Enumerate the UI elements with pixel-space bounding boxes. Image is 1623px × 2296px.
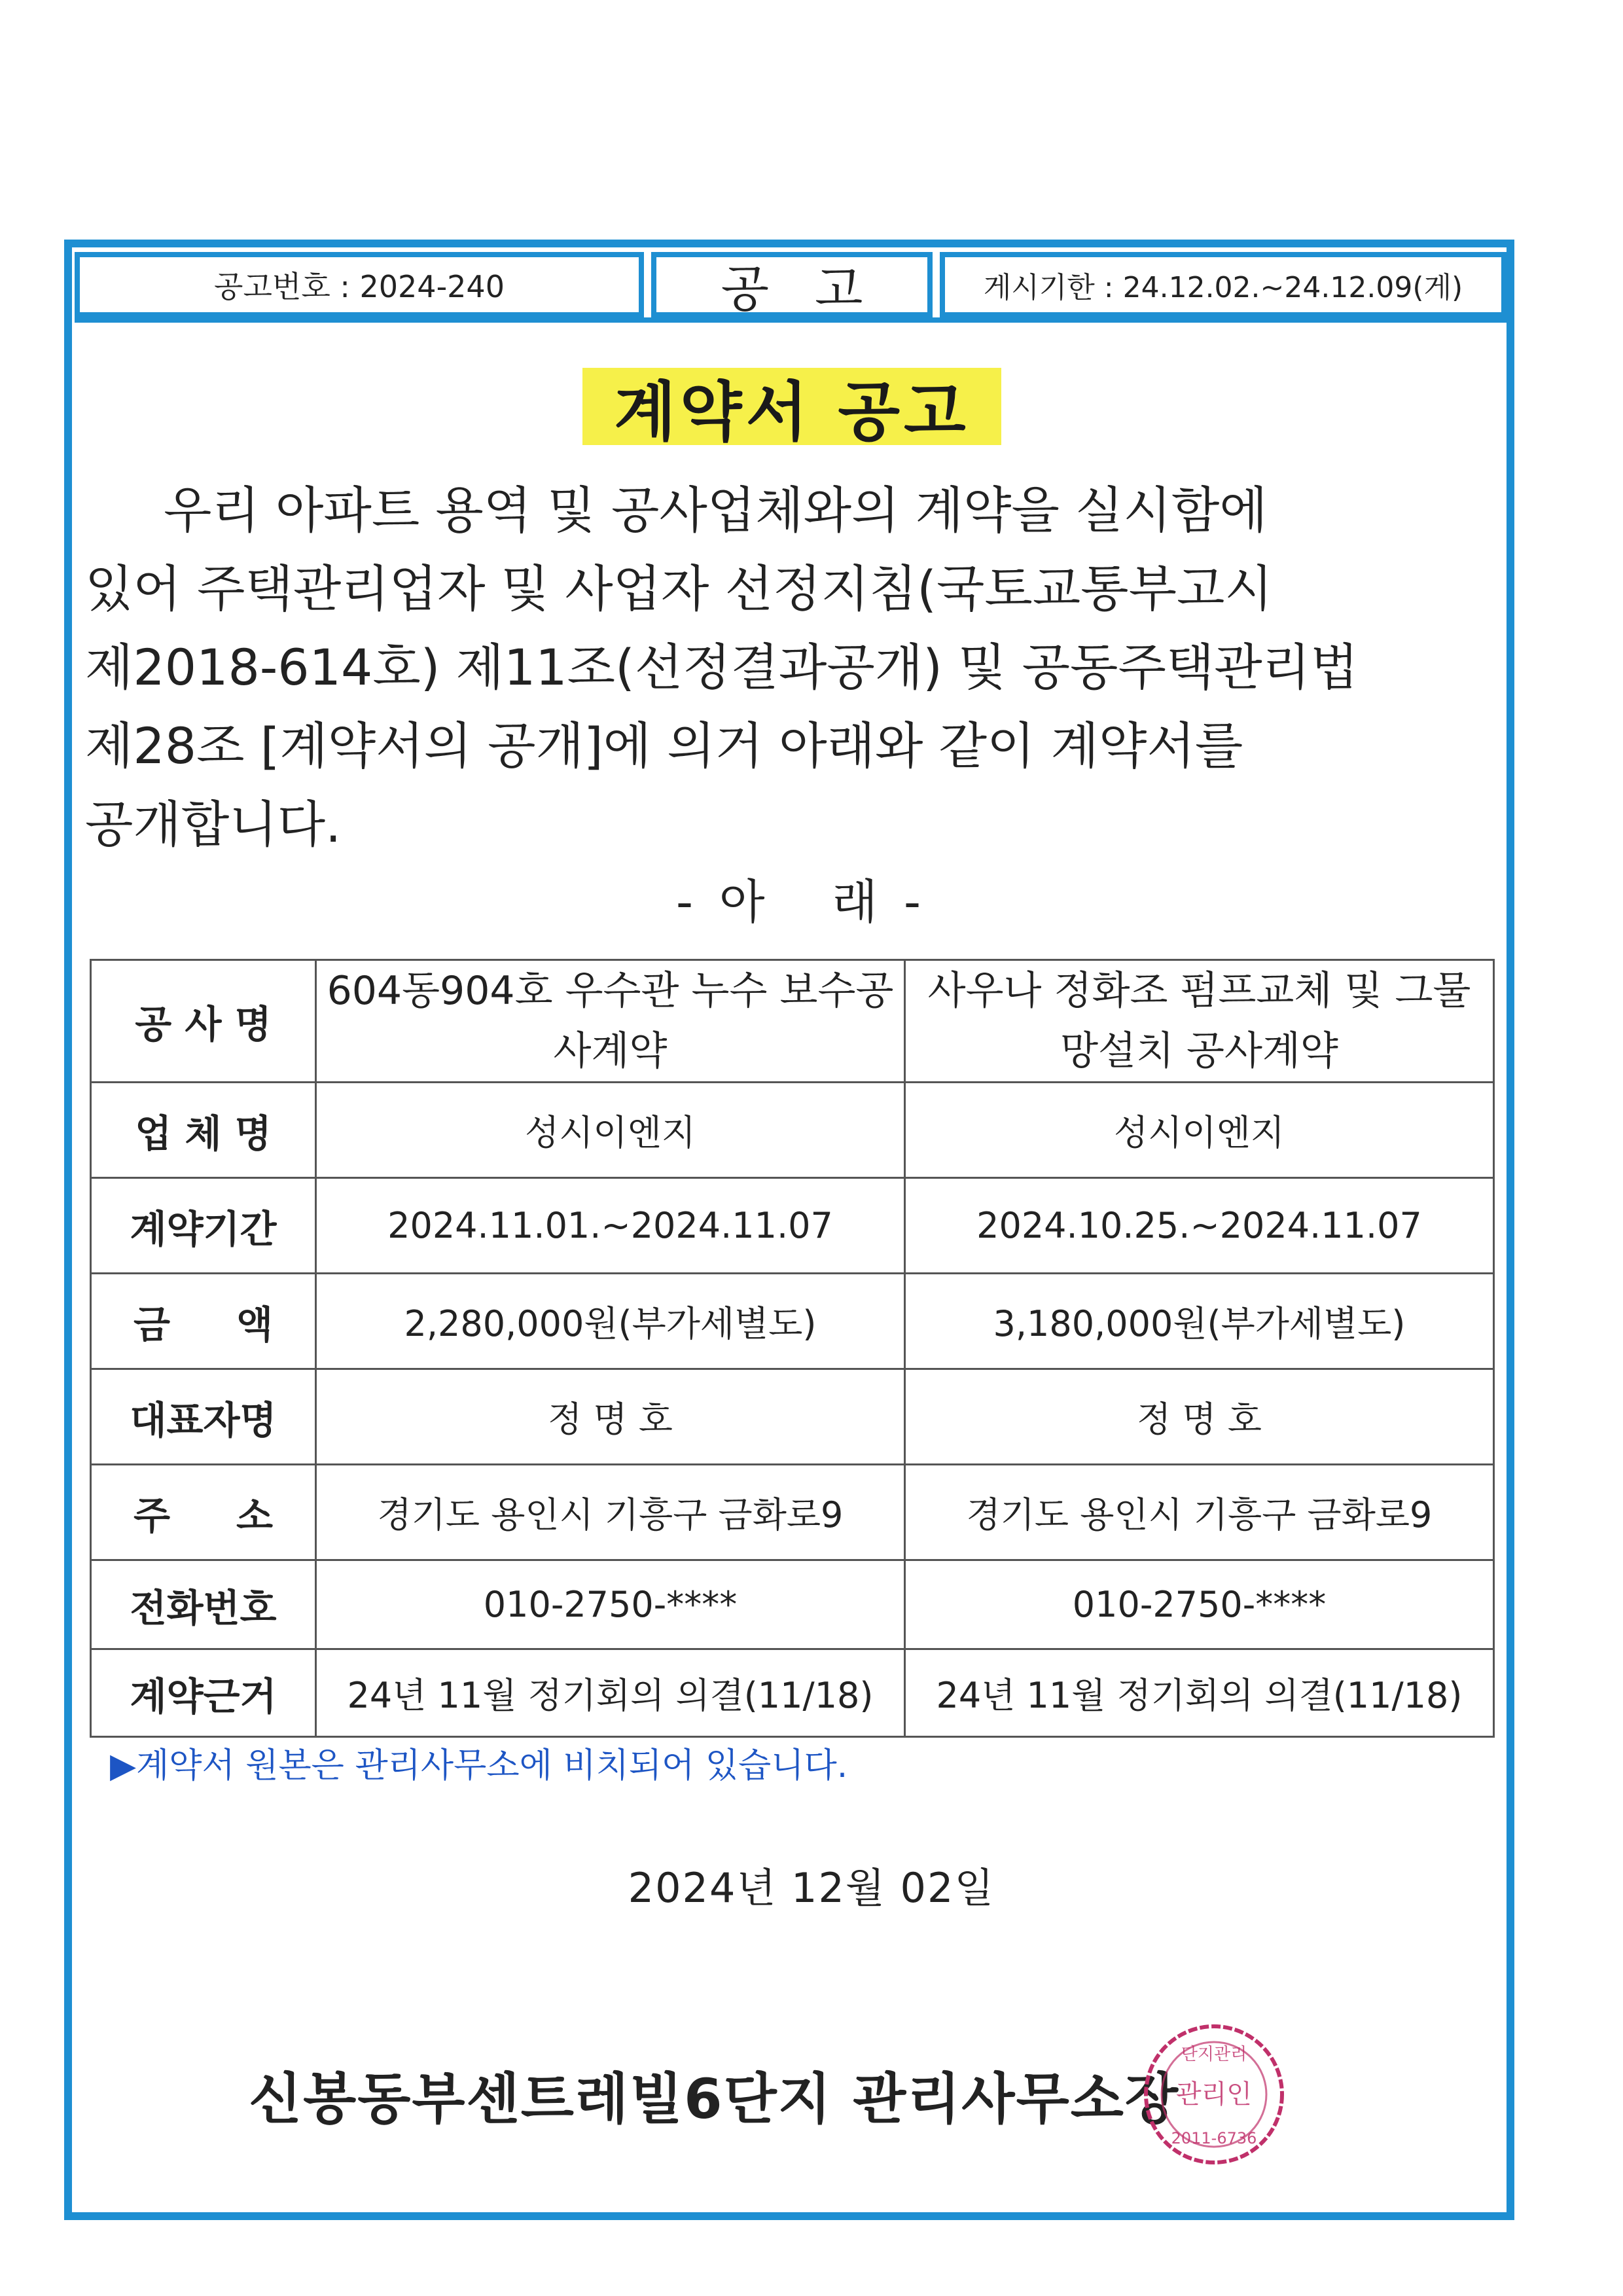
table-row — [91, 1560, 1494, 1649]
seal-text-center: 관리인 — [1176, 2079, 1252, 2109]
contract-2-address: 경기도 용인시 기흥구 금화로9 — [905, 1465, 1494, 1560]
contract-2-name: 사우나 정화조 펌프교체 및 그물망설치 공사계약 — [905, 960, 1494, 1083]
below-heading: -아 래- — [676, 874, 947, 929]
row-label: 금 액 — [91, 1274, 316, 1369]
table-row — [91, 1649, 1494, 1737]
contract-2-amount: 3,180,000원(부가세별도) — [905, 1274, 1494, 1369]
notice-number: 공고번호 : 2024-240 — [75, 252, 644, 317]
row-label: 계약근거 — [91, 1649, 316, 1737]
contract-1-address: 경기도 용인시 기흥구 금화로9 — [316, 1465, 905, 1560]
contract-1-basis: 24년 11월 정기회의 의결(11/18) — [316, 1649, 905, 1737]
notice-label: 공고 — [651, 252, 933, 317]
contract-1-phone: 010-2750-**** — [316, 1560, 905, 1649]
body-line: 제28조 [계약서의 공개]에 의거 아래와 같이 계약서를 — [85, 717, 1243, 775]
seal-text-top: 단지관리 — [1181, 2045, 1247, 2064]
contract-2-phone: 010-2750-**** — [905, 1560, 1494, 1649]
row-label: 계약기간 — [91, 1178, 316, 1274]
body-line: 우리 아파트 용역 및 공사업체와의 계약을 실시함에 — [164, 481, 1268, 539]
row-label: 전화번호 — [91, 1560, 316, 1649]
table-row — [91, 1274, 1494, 1369]
row-label: 대표자명 — [91, 1369, 316, 1465]
document-title: 계약서 공고 — [582, 368, 1001, 445]
contract-table — [90, 959, 1495, 1738]
table-row — [91, 1369, 1494, 1465]
contract-2-representative: 정 명 호 — [905, 1369, 1494, 1465]
office-manager-name: 신봉동부센트레빌6단지 관리사무소장 — [249, 2067, 1179, 2131]
contract-1-name: 604동904호 우수관 누수 보수공사계약 — [316, 960, 905, 1083]
posting-period: 게시기한 : 24.12.02.~24.12.09(게) — [940, 252, 1507, 317]
notice-body — [85, 471, 1492, 864]
row-label: 공 사 명 — [91, 960, 316, 1083]
row-label: 주 소 — [91, 1465, 316, 1560]
contract-1-period: 2024.11.01.~2024.11.07 — [316, 1178, 905, 1274]
contract-1-amount: 2,280,000원(부가세별도) — [316, 1274, 905, 1369]
table-row — [91, 1465, 1494, 1560]
table-row — [91, 1178, 1494, 1274]
header-divider — [75, 317, 1507, 323]
original-location-note: ▶계약서 원본은 관리사무소에 비치되어 있습니다. — [110, 1746, 848, 1785]
body-line: 있어 주택관리업자 및 사업자 선정지침(국토교통부고시 — [85, 560, 1273, 618]
body-line: 공개합니다. — [85, 795, 342, 853]
table-row — [91, 960, 1494, 1083]
contract-2-basis: 24년 11월 정기회의 의결(11/18) — [905, 1649, 1494, 1737]
seal-stamp-icon — [1139, 2019, 1289, 2170]
seal-text-bottom: 2011-6736 — [1171, 2129, 1257, 2147]
notice-date: 2024년 12월 02일 — [628, 1864, 995, 1912]
row-label: 업 체 명 — [91, 1083, 316, 1178]
table-row — [91, 1083, 1494, 1178]
contract-2-period: 2024.10.25.~2024.11.07 — [905, 1178, 1494, 1274]
contract-2-company: 성시이엔지 — [905, 1083, 1494, 1178]
contract-1-company: 성시이엔지 — [316, 1083, 905, 1178]
contract-1-representative: 정 명 호 — [316, 1369, 905, 1465]
body-line: 제2018-614호) 제11조(선정결과공개) 및 공동주택관리법 — [85, 638, 1359, 696]
